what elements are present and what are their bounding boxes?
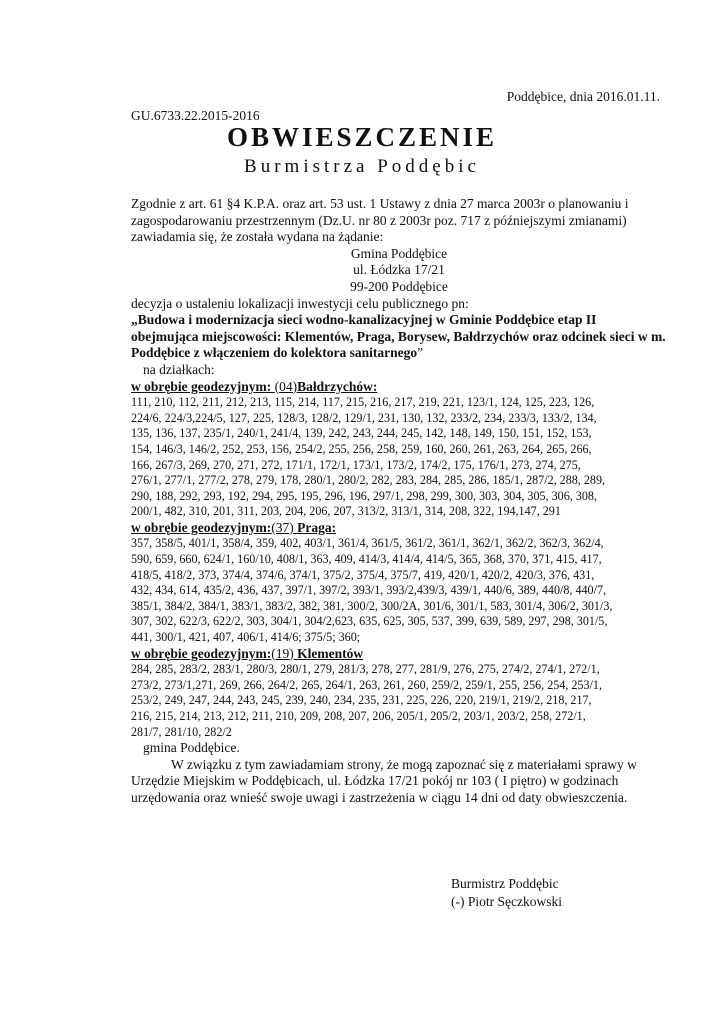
applicant-name: Gmina Poddębice <box>350 245 448 261</box>
parcel-line: 216, 215, 214, 213, 212, 211, 210, 209, 208, 207, 206, 205/1, 205/2, 203/1, 203/2, 258, 272/1, <box>131 709 586 723</box>
parcel-line: 111, 210, 112, 211, 212, 213, 115, 214, 117, 215, 216, 217, 219, 221, 123/1, 124, 125, 223, 126, <box>131 395 595 410</box>
parcel-line: 307, 302, 622/3, 622/2, 303, 304/1, 304/2,623, 635, 625, 305, 537, 399, 639, 589, 297, 298, 301/5, <box>131 614 608 629</box>
applicant-street: ul. Łódzka 17/21 <box>353 262 445 278</box>
district-prefix: w obrębie geodezyjnym: <box>131 645 272 661</box>
parcel-line: 357, 358/5, 401/1, 358/4, 359, 402, 403/1, 361/4, 361/5, 361/2, 361/1, 362/1, 362/2, 362/3, 362/4, <box>131 536 604 551</box>
district-prefix: w obrębie geodezyjnym: <box>131 378 275 394</box>
parcel-line: 135, 136, 137, 235/1, 240/1, 241/4, 139, 242, 243, 244, 245, 142, 148, 149, 150, 151, 152, 153, <box>131 426 592 441</box>
district-code: (04) <box>274 378 298 394</box>
parcel-line: 590, 659, 660, 624/1, 160/10, 408/1, 363, 409, 414/3, 414/4, 414/5, 365, 368, 370, 371, 415, 417, <box>131 552 602 567</box>
parcel-line: 200/1, 482, 310, 201, 311, 203, 204, 206, 207, 313/2, 313/1, 314, 208, 322, 194,147, 291 <box>131 504 561 519</box>
parcel-line: 290, 188, 292, 293, 192, 294, 295, 195, 296, 196, 297/1, 298, 299, 300, 303, 304, 305, 306, 308, <box>131 488 597 503</box>
district-name: Klementów <box>297 645 364 661</box>
document-date: Poddębice, dnia 2016.01.11. <box>506 89 660 104</box>
signature-block <box>451 875 562 911</box>
parcel-line: 273/2, 273/1,271, 269, 266, 264/2, 265, 264/1, 263, 261, 260, 259/2, 259/1, 255, 256, 254, 253/1, <box>131 677 602 692</box>
parcel-list-praga <box>131 536 667 645</box>
document-body <box>131 196 667 807</box>
district-prefix: w obrębie geodezyjnym: <box>131 519 272 535</box>
parcel-line: 276/1, 277/1, 277/2, 278, 279, 178, 280/1, 280/2, 282, 283, 284, 285, 286, 185/1, 287/2, 288, 289, <box>131 473 606 488</box>
parcel-line: 284, 285, 283/2, 283/1, 280/3, 280/1, 279, 281/3, 278, 277, 281/9, 276, 275, 274/2, 274/1, 272/1, <box>131 662 600 677</box>
notice-paragraph: W związku z tym zawiadamiam strony, że mogą zapoznać się z materiałami sprawy w Urzędzie Miejskim w Poddębicach, ul. Łódzka 17/21 pokój nr 103 ( I piętro) w godzinach urzędowania oraz wnieść swoje uwagi i zastrzeżenia w ciągu 14 dni od daty obwieszczenia. <box>131 756 637 805</box>
project-close-quote: ” <box>417 345 424 361</box>
signatory-name: (-) Piotr Sęczkowski <box>451 894 562 909</box>
legal-basis-paragraph: Zgodnie z art. 61 §4 K.P.A. oraz art. 53 ust. 1 Ustawy z dnia 27 marca 2003r o planowaniu i zagospodarowaniu przestrzennym (Dz.U. nr 80 z 2003r poz. 717 z późniejszymi zmianami) zawiadamia się, że została wydana na żądanie: <box>131 196 629 245</box>
parcel-line: 281/7, 281/10, 282/2 <box>131 724 232 739</box>
district-code: (37) <box>271 519 298 535</box>
parcel-line: 432, 434, 614, 435/2, 436, 437, 397/1, 397/2, 393/1, 393/2,439/3, 439/1, 440/6, 389, 440/8, 440/7, <box>131 583 607 598</box>
parcel-line: 385/1, 384/2, 384/1, 383/1, 383/2, 382, 381, 300/2, 300/2A, 301/6, 301/1, 583, 301/4, 306/2, 301/3, <box>131 598 613 613</box>
applicant-city: 99-200 Poddębice <box>350 278 448 294</box>
district-name: Bałdrzychów: <box>297 378 378 394</box>
district-heading-praga <box>131 520 667 537</box>
parcel-list-baldrzychow <box>131 395 667 520</box>
parcel-line: 154, 146/3, 146/2, 252, 253, 156, 254/2, 255, 256, 258, 259, 160, 260, 261, 263, 264, 265, 266, <box>131 441 592 456</box>
district-code: (19) <box>271 645 298 661</box>
district-name: Praga: <box>297 519 337 535</box>
document-subtitle: Burmistrza Poddębic <box>244 156 480 177</box>
parcel-line: 224/6, 224/3,224/5, 127, 225, 128/3, 128/2, 129/1, 231, 130, 132, 233/2, 234, 233/3, 133/2, 134, <box>131 410 597 425</box>
signatory-title: Burmistrz Poddębic <box>451 876 559 891</box>
case-reference: GU.6733.22.2015-2016 <box>131 108 260 123</box>
decision-intro: decyzja o ustaleniu lokalizacji inwestycji celu publicznego pn: <box>131 295 469 311</box>
parcel-line: 418/5, 418/2, 373, 374/4, 374/6, 374/1, 375/2, 375/4, 375/7, 419, 420/1, 420/2, 420/3, 376, 431, <box>131 567 595 582</box>
parcels-intro: na działkach: <box>143 361 215 377</box>
project-name-text: „Budowa i modernizacja sieci wodno-kanalizacyjnej w Gminie Poddębice etap II obejmująca miejscowości: Klementów, Praga, Borysew, Bałdrzychów oraz odcinek sieci w m. Poddębice z włączeniem do kolektora sanitarnego <box>131 312 666 361</box>
project-name <box>131 312 667 362</box>
parcel-line: 441, 300/1, 421, 407, 406/1, 414/6; 375/5; 360; <box>131 630 361 645</box>
district-heading-baldrzychow <box>131 379 667 396</box>
municipality-line: gmina Poddębice. <box>143 740 240 756</box>
document-title: OBWIESZCZENIE <box>226 122 498 152</box>
parcel-line: 253/2, 249, 247, 244, 243, 245, 239, 240, 234, 235, 231, 225, 226, 220, 219/1, 219/2, 218, 217, <box>131 693 592 708</box>
district-heading-klementow <box>131 646 667 663</box>
parcel-line: 166, 267/3, 269, 270, 271, 272, 171/1, 172/1, 173/1, 173/2, 174/2, 175, 176/1, 273, 274, 275, <box>131 457 581 472</box>
parcel-list-klementow <box>131 662 667 740</box>
